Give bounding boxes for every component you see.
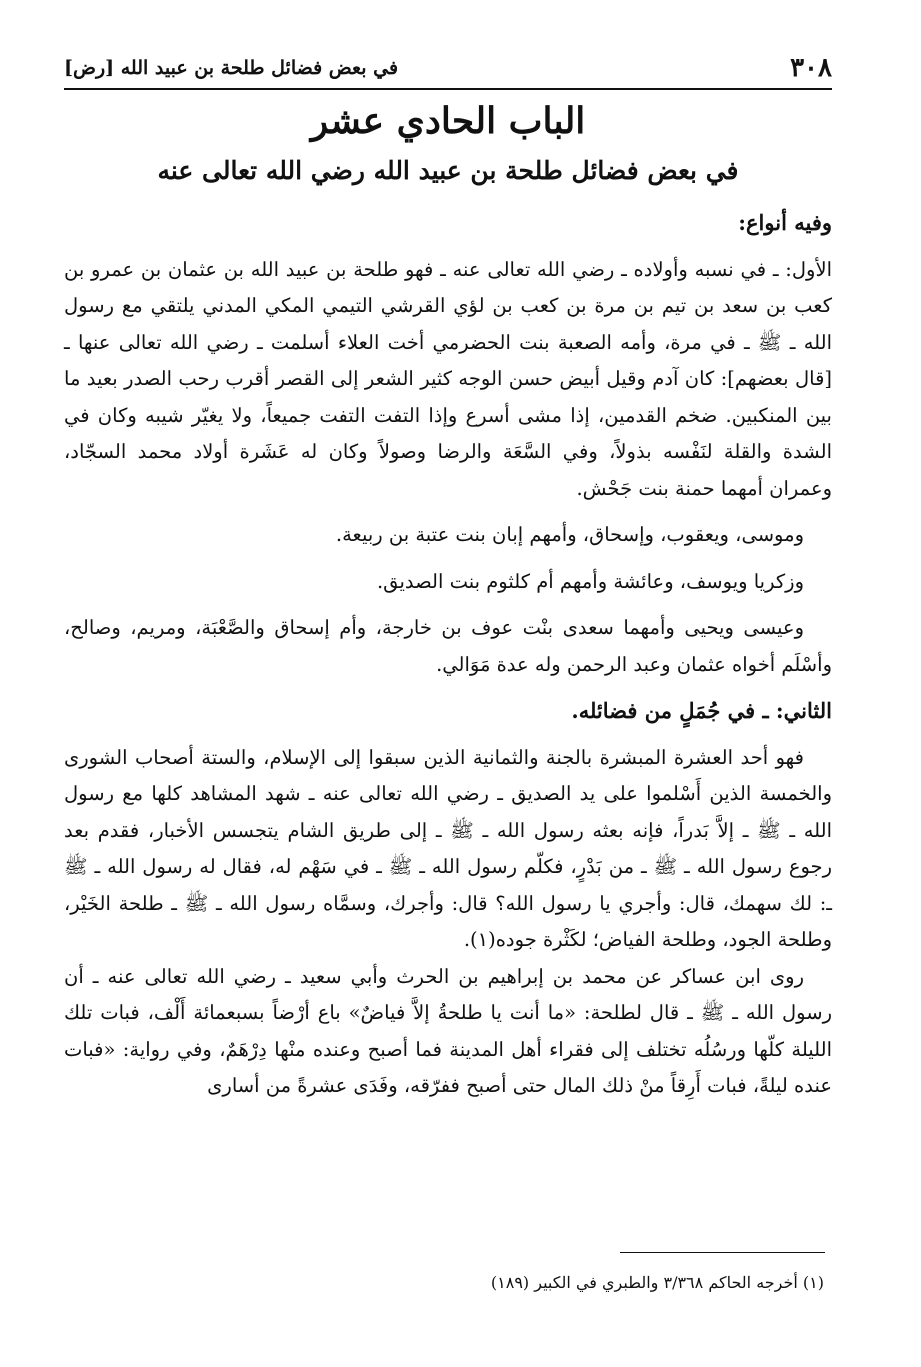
chapter-title: الباب الحادي عشر — [310, 100, 586, 142]
paragraph-sons-zakariya: وزكريا ويوسف، وعائشة وأمهم أم كلثوم بنت الصديق. — [376, 569, 804, 593]
page-header — [64, 48, 832, 90]
section-heading-virtues: الثاني: ـ في جُمَلٍ من فضائله. — [571, 698, 832, 723]
paragraph-lineage: الأول: ـ في نسبه وأولاده ـ رضي الله تعالى عنه ـ فهو طلحة بن عبيد الله بن عثمان بن عمرو بن كعب بن سعد بن تيم بن مرة بن كعب بن لؤي القرشي التيمي المكي المدني يلتقي مع رسول الله ـ ﷺ ـ في مرة، وأمه الصعبة بنت الحضرمي أخت العلاء أسلمت ـ رضي الله تعالى عنها ـ [قال بعضهم]: كان آدم وقيل أبيض حسن الوجه كثير الشعر إلى القصر أقرب رحب الصدر بعيد ما بين المنكبين. ضخم القدمين، إذا مشى أسرع وإذا التفت التفت جميعاً، ولا يغيّر شيبه وكان في الشدة والقلة لنَفْسه بذولاً، وفي السَّعَة والرضا وصولاً وكان له عَشَرة أولاد محمد السجّاد، وعمران أمهما حمنة بنت جَحْش. — [64, 257, 832, 500]
running-title: في بعض فضائل طلحة بن عبيد الله [رض] — [64, 57, 399, 79]
chapter-subtitle: في بعض فضائل طلحة بن عبيد الله رضي الله تعالى عنه — [157, 156, 739, 185]
body-text — [64, 205, 832, 1105]
section-intro: وفيه أنواع: — [738, 210, 832, 235]
footnote: (١) أخرجه الحاكم ٣/٣٦٨ والطبري في الكبير (١٨٩) — [490, 1273, 824, 1292]
footnote-rule — [620, 1252, 825, 1253]
paragraph-virtues: فهو أحد العشرة المبشرة بالجنة والثمانية الذين سبقوا إلى الإسلام، والستة أصحاب الشورى والخمسة الذين أَسْلموا على يد الصديق ـ رضي الله تعالى عنه ـ شهد المشاهد كلها مع رسول الله ـ ﷺ ـ إلاَّ بَدراً، فإنه بعثه رسول الله ـ ﷺ ـ إلى طريق الشام يتجسس الأخبار، فقدم بعد رجوع رسول الله ـ ﷺ ـ من بَدْرٍ، فكلّم رسول الله ـ ﷺ ـ في سَهْم له، فقال له رسول الله ـ ﷺ ـ: لك سهمك، قال: وأجري يا رسول الله؟ قال: وأجرك، وسمَّاه رسول الله ـ ﷺ ـ طلحة الخَيْر، وطلحة الجود، وطلحة الفياض؛ لكَثْرة جوده(١). — [64, 745, 832, 951]
paragraph-ibn-asakir: روى ابن عساكر عن محمد بن إبراهيم بن الحرث وأبي سعيد ـ رضي الله تعالى عنه ـ أن رسول الله ـ ﷺ ـ قال لطلحة: «ما أنت يا طلحةُ إلاَّ فياضٌ» باع أرْضاً بسبعمائة أَلْف، فبات تلك الليلة كلّها ورسُلُه تختلف إلى فقراء أهل المدينة فما أصبح وعنده منْها دِرْهَمٌ، وفي رواية: «فبات عنده ليلةً، فبات أَرِقاً منْ ذلك المال حتى أصبح ففرّقه، وفَدَى عشرةً من أسارى — [64, 964, 832, 1097]
paragraph-sons-musa: وموسى، ويعقوب، وإسحاق، وأمهم إبان بنت عتبة بن ربيعة. — [335, 523, 804, 546]
paragraph-sons-isa: وعيسى ويحيى وأمهما سعدى بنْت عوف بن خارجة، وأم إسحاق والصَّعْبَة، ومريم، وصالح، وأسْلَم أخواه عثمان وعبد الرحمن وله عدة مَوَالي. — [64, 616, 832, 676]
page-number: ٣٠٨ — [790, 53, 832, 83]
